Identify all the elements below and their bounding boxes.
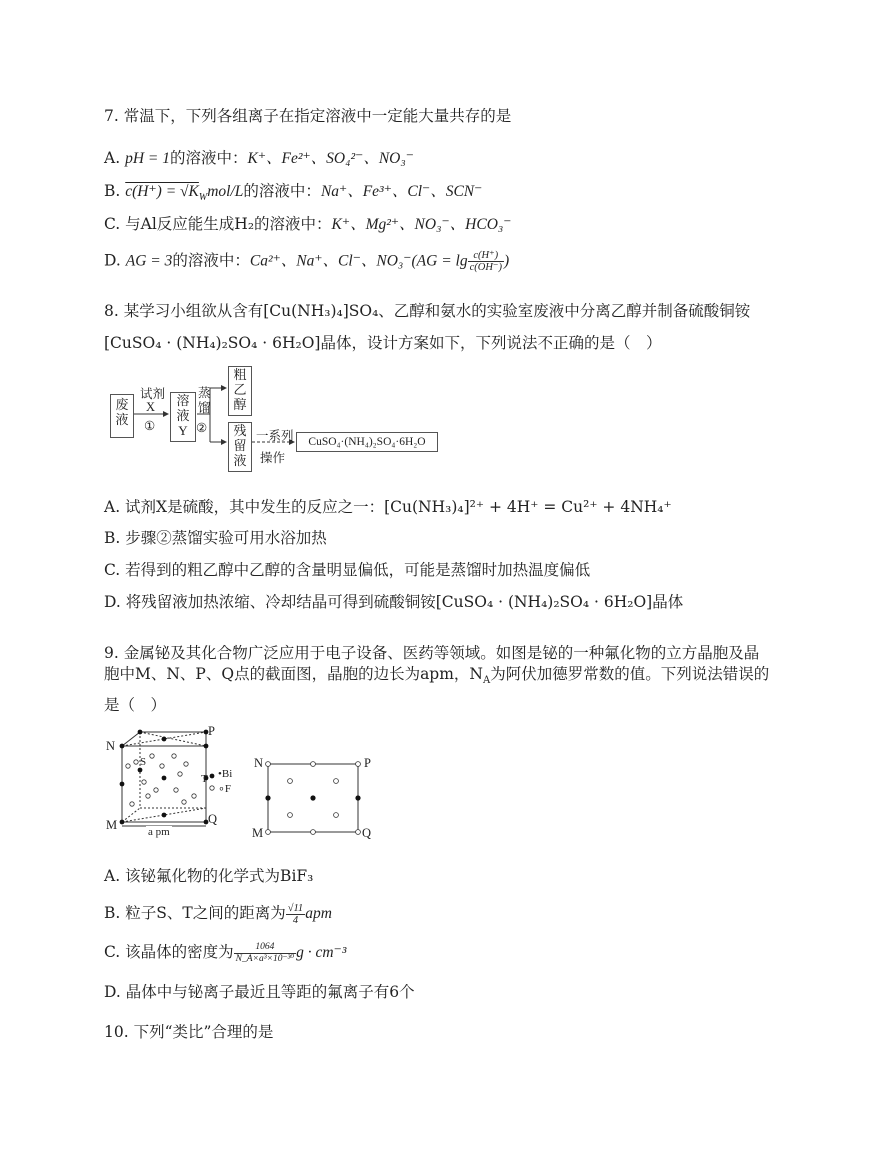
q7-b-prefix: B. [104, 182, 126, 200]
waste-box: 废 液 [110, 394, 134, 438]
step2-label: ② [196, 421, 208, 435]
cube-label-n: N [106, 739, 116, 753]
q10-stem: 10. 下列“类比”合理的是 [104, 1023, 274, 1041]
q7-option-a [104, 148, 414, 169]
q7-b-cond: c(H⁺) = √K [125, 183, 199, 200]
q7-d-den: c(OH⁻) [469, 262, 502, 273]
cube-edge-label: a pm [148, 826, 170, 838]
q9-stem-2-sub: A [483, 675, 491, 687]
operation-label: 操作 [260, 451, 286, 465]
q9-c-num: 1064 [234, 942, 296, 954]
section-label-n: N [254, 756, 264, 770]
legend-bi: •Bi [218, 768, 233, 780]
q9-b-post: apm [305, 905, 332, 922]
q9-c-den: N_A×a³×10⁻³⁰ [235, 953, 295, 964]
q7-d-prefix: D. [104, 251, 126, 270]
q7-b-w: W [198, 192, 208, 204]
q9-stem-1: 9. 金属铋及其化合物广泛应用于电子设备、医药等领域。如图是铋的一种氟化物的立方晶胞及晶 [104, 644, 760, 662]
q9-b-num: √11 [287, 902, 304, 914]
q7-stem: 7. 常温下，下列各组离子在指定溶液中一定能大量共存的是 [104, 107, 512, 125]
q8-option-a: A. 试剂X是硫酸，其中发生的反应之一：[Cu(NH₃)₄]²⁺ + 4H⁺ = Cu²⁺ + 4NH₄⁺ [104, 498, 672, 516]
q9-section-figure [252, 756, 382, 842]
q7-d-ag: (AG = lg [411, 252, 468, 270]
q7-a-ions: K⁺、Fe²⁺、SO₄²⁻、NO₃⁻ [247, 150, 414, 167]
cube-label-q: Q [208, 812, 218, 826]
q7-a-cond: pH = 1 [125, 150, 170, 167]
series-label: 一系列 [256, 429, 294, 443]
q9-option-d: D. 晶体中与铋离子最近且等距的氟离子有6个 [104, 983, 415, 1001]
q9-option-c [104, 938, 346, 967]
cube-label-t: T [201, 773, 208, 785]
q8-option-c: C. 若得到的粗乙醇中乙醇的含量明显偏低，可能是蒸馏时加热温度偏低 [104, 561, 591, 579]
residue-box: 残 留 液 [228, 422, 252, 472]
legend-f: ∘F [218, 783, 232, 795]
q7-c-text: C. 与Al反应能生成H₂的溶液中： [104, 215, 332, 233]
q7-c-ions: K⁺、Mg²⁺、NO₃⁻、HCO₃⁻ [331, 216, 512, 233]
q9-c-fraction [234, 942, 296, 965]
q8-stem-1: 8. 某学习小组欲从含有[Cu(NH₃)₄]SO₄、乙醇和氨水的实验室废液中分离乙醇并制备硫酸铜铵 [104, 302, 751, 320]
q9-c-post: g · cm⁻³ [296, 944, 347, 961]
q8-stem-2: [CuSO₄ · (NH₄)₂SO₄ · 6H₂O]晶体，设计方案如下，下列说法不正确的是（ ） [104, 334, 662, 352]
q7-b-unit: mol/L [207, 183, 244, 200]
cube-label-m: M [106, 818, 118, 832]
q7-b-mid: 的溶液中： [243, 182, 321, 200]
cube-label-s: S [140, 756, 147, 768]
q8-flow-diagram [104, 362, 444, 474]
q9-option-a: A. 该铋氟化物的化学式为BiF₃ [104, 867, 314, 885]
q9-stem-2 [104, 664, 769, 691]
section-label-m: M [252, 826, 264, 840]
q7-option-c [104, 214, 511, 235]
section-label-q: Q [362, 826, 372, 840]
q7-d-num: c(H⁺) [468, 250, 504, 262]
product-box: CuSO₄·(NH₄)₂SO₄·6H₂O [296, 432, 438, 452]
crude-ethanol-box: 粗 乙 醇 [228, 366, 252, 416]
q7-d-mid: 的溶液中： [172, 251, 250, 270]
q9-b-fraction [286, 903, 305, 926]
reagent-label: 试剂 [140, 387, 166, 401]
q9-stem-2-end: 为阿伏加德罗常数的值。下列说法错误的 [490, 665, 770, 683]
q7-option-b [104, 181, 482, 208]
q8-option-b: B. 步骤②蒸馏实验可用水浴加热 [104, 529, 327, 547]
solution-y-box: 溶 液 Y [170, 392, 196, 442]
q7-a-mid: 的溶液中： [169, 149, 248, 167]
q9-b-pre: B. 粒子S、T之间的距离为 [104, 904, 286, 922]
distill-label: 蒸 馏 [198, 386, 211, 415]
section-label-p: P [364, 756, 371, 770]
q7-d-ions: Ca²⁺、Na⁺、Cl⁻、NO₃⁻ [249, 252, 412, 270]
q7-option-d [104, 250, 509, 273]
q7-b-ions: Na⁺、Fe³⁺、Cl⁻、SCN⁻ [320, 183, 483, 200]
step1-label: ① [144, 419, 156, 433]
reagent-x-label: X [146, 400, 156, 414]
q7-a-prefix: A. [104, 149, 126, 167]
q8-option-d: D. 将残留液加热浓缩、冷却结晶可得到硫酸铜铵[CuSO₄ · (NH₄)₂SO₄ · 6H₂O]晶体 [104, 593, 684, 611]
q9-stem-2-main: 胞中M、N、P、Q点的截面图，晶胞的边长为apm，N [104, 665, 483, 683]
cube-label-p: P [208, 724, 215, 738]
q7-d-end: ) [503, 252, 510, 270]
q9-c-pre: C. 该晶体的密度为 [104, 943, 234, 961]
q7-d-fraction [468, 250, 504, 273]
q9-stem-3: 是（ ） [104, 696, 167, 714]
q7-d-cond: AG = 3 [125, 252, 173, 270]
q9-cube-figure [104, 726, 244, 842]
q9-option-b [104, 900, 332, 927]
q9-b-den: 4 [292, 914, 299, 926]
